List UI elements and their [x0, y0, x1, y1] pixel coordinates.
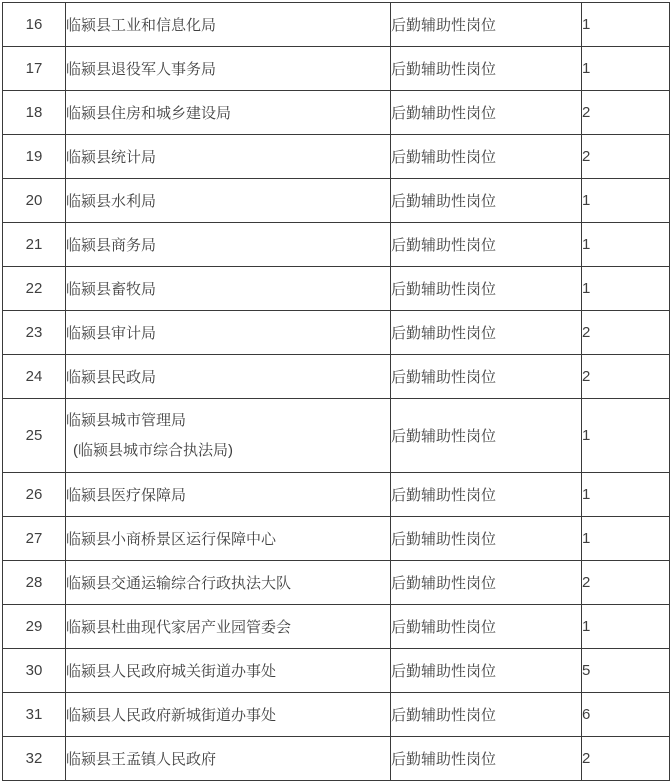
org-name-cell: 临颍县民政局 [66, 355, 391, 399]
row-number-cell: 20 [3, 179, 66, 223]
row-number-cell: 21 [3, 223, 66, 267]
org-name-cell: 临颍县住房和城乡建设局 [66, 91, 391, 135]
table-row [3, 473, 670, 517]
org-name-cell: 临颍县畜牧局 [66, 267, 391, 311]
count-cell: 1 [582, 399, 670, 473]
position-type-cell: 后勤辅助性岗位 [391, 473, 582, 517]
row-number-cell: 25 [3, 399, 66, 473]
table-row [3, 311, 670, 355]
count-cell: 1 [582, 3, 670, 47]
table-row [3, 267, 670, 311]
org-name-cell: 临颍县统计局 [66, 135, 391, 179]
table-row [3, 3, 670, 47]
table-row [3, 517, 670, 561]
count-cell: 2 [582, 561, 670, 605]
table-row [3, 649, 670, 693]
org-name-line1: 临颍县城市管理局 [66, 411, 187, 429]
row-number-cell: 23 [3, 311, 66, 355]
org-name-cell: 临颍县退役军人事务局 [66, 47, 391, 91]
count-cell: 2 [582, 737, 670, 781]
position-type-cell: 后勤辅助性岗位 [391, 267, 582, 311]
count-cell: 5 [582, 649, 670, 693]
org-name-cell: 临颍县杜曲现代家居产业园管委会 [66, 605, 391, 649]
position-type-cell: 后勤辅助性岗位 [391, 135, 582, 179]
org-name-cell: 临颍县交通运输综合行政执法大队 [66, 561, 391, 605]
org-name-cell [66, 399, 391, 473]
position-type-cell: 后勤辅助性岗位 [391, 517, 582, 561]
position-type-cell: 后勤辅助性岗位 [391, 693, 582, 737]
recruitment-positions-table [2, 2, 670, 781]
org-name-cell: 临颍县小商桥景区运行保障中心 [66, 517, 391, 561]
count-cell: 1 [582, 47, 670, 91]
row-number-cell: 30 [3, 649, 66, 693]
row-number-cell: 32 [3, 737, 66, 781]
table-row [3, 693, 670, 737]
org-name-cell: 临颍县王孟镇人民政府 [66, 737, 391, 781]
count-cell: 1 [582, 473, 670, 517]
position-type-cell: 后勤辅助性岗位 [391, 605, 582, 649]
row-number-cell: 16 [3, 3, 66, 47]
row-number-cell: 24 [3, 355, 66, 399]
org-name-cell: 临颍县审计局 [66, 311, 391, 355]
count-cell: 1 [582, 605, 670, 649]
position-type-cell: 后勤辅助性岗位 [391, 649, 582, 693]
count-cell: 2 [582, 135, 670, 179]
table-row [3, 737, 670, 781]
count-cell: 2 [582, 355, 670, 399]
position-type-cell: 后勤辅助性岗位 [391, 737, 582, 781]
row-number-cell: 31 [3, 693, 66, 737]
count-cell: 2 [582, 91, 670, 135]
row-number-cell: 28 [3, 561, 66, 605]
row-number-cell: 27 [3, 517, 66, 561]
row-number-cell: 18 [3, 91, 66, 135]
position-type-cell: 后勤辅助性岗位 [391, 47, 582, 91]
table-row [3, 47, 670, 91]
row-number-cell: 17 [3, 47, 66, 91]
org-name-cell: 临颍县人民政府新城街道办事处 [66, 693, 391, 737]
table-row [3, 355, 670, 399]
row-number-cell: 29 [3, 605, 66, 649]
count-cell: 1 [582, 267, 670, 311]
org-name-cell: 临颍县医疗保障局 [66, 473, 391, 517]
table-row [3, 605, 670, 649]
position-type-cell: 后勤辅助性岗位 [391, 3, 582, 47]
org-name-cell: 临颍县水利局 [66, 179, 391, 223]
table-row [3, 223, 670, 267]
org-name-cell: 临颍县人民政府城关街道办事处 [66, 649, 391, 693]
position-type-cell: 后勤辅助性岗位 [391, 223, 582, 267]
count-cell: 1 [582, 517, 670, 561]
position-type-cell: 后勤辅助性岗位 [391, 311, 582, 355]
table-row [3, 135, 670, 179]
org-name-cell: 临颍县工业和信息化局 [66, 3, 391, 47]
count-cell: 6 [582, 693, 670, 737]
position-type-cell: 后勤辅助性岗位 [391, 179, 582, 223]
position-type-cell: 后勤辅助性岗位 [391, 355, 582, 399]
count-cell: 1 [582, 223, 670, 267]
count-cell: 1 [582, 179, 670, 223]
position-type-cell: 后勤辅助性岗位 [391, 561, 582, 605]
count-cell: 2 [582, 311, 670, 355]
position-type-cell: 后勤辅助性岗位 [391, 91, 582, 135]
table-row [3, 179, 670, 223]
row-number-cell: 19 [3, 135, 66, 179]
table-row [3, 399, 670, 473]
org-name-line2: (临颍县城市综合执法局) [73, 441, 233, 459]
table-row [3, 561, 670, 605]
position-type-cell: 后勤辅助性岗位 [391, 399, 582, 473]
table-row [3, 91, 670, 135]
org-name-cell: 临颍县商务局 [66, 223, 391, 267]
row-number-cell: 26 [3, 473, 66, 517]
row-number-cell: 22 [3, 267, 66, 311]
